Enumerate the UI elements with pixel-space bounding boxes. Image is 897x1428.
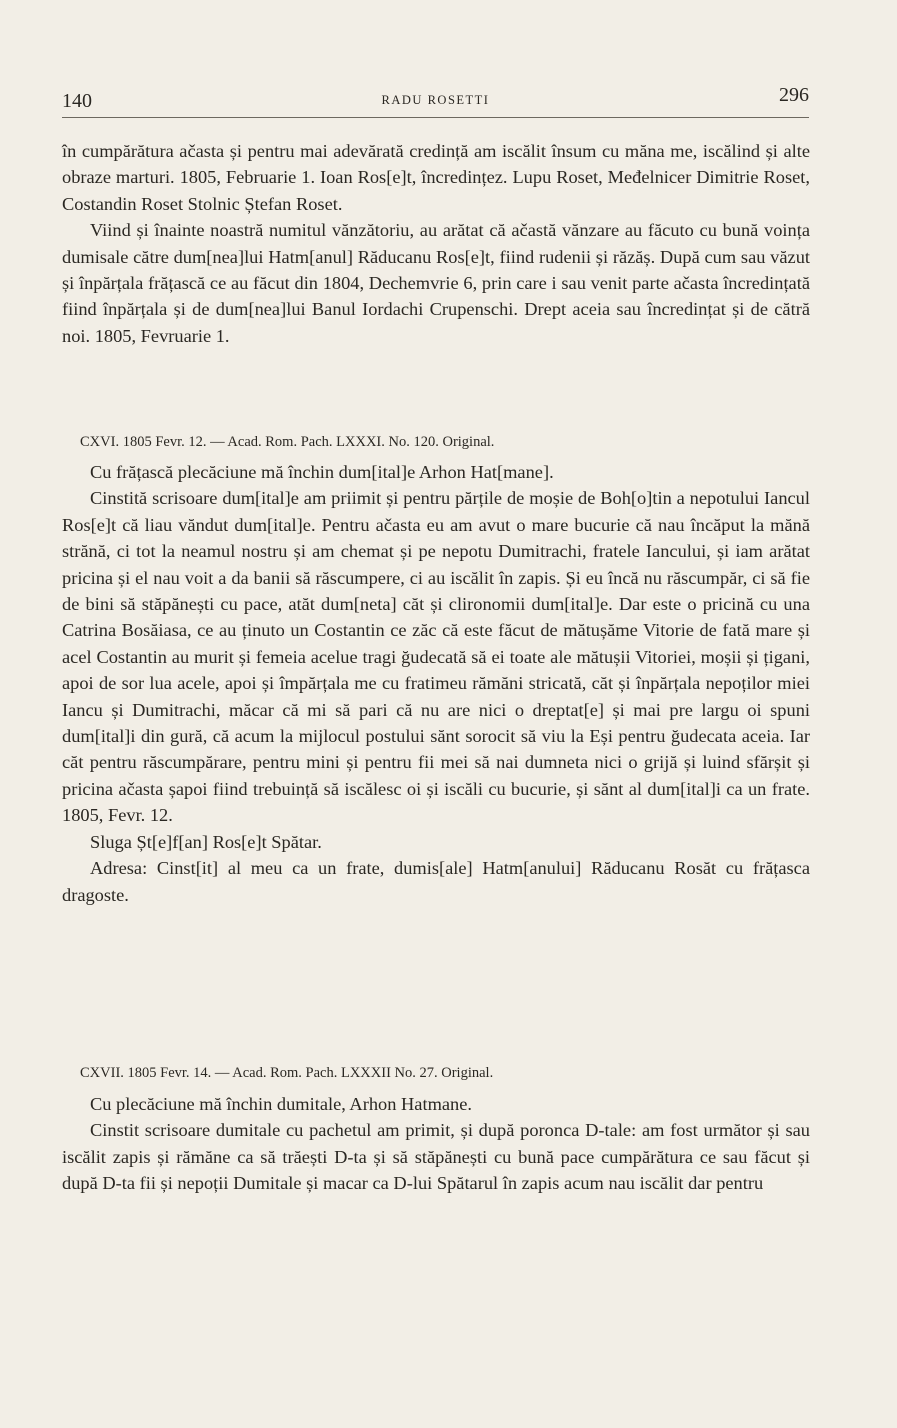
- running-title: RADU ROSETTI: [381, 93, 490, 107]
- document-heading-cxvi: CXVI. 1805 Fevr. 12. — Acad. Rom. Pach. LXXXI. No. 120. Original.: [80, 434, 495, 450]
- page-number-left: 140: [62, 90, 92, 112]
- paragraph: Cinstită scrisoare dum[ital]e am priimit și pentru părțile de moșie de Boh[o]tin a nepotului Iancul Ros[e]t că liau văndut dum[ital]e. Pentru ačasta eu am avut o mare bucurie că nau încăput la mănă strănă, ci tot la neamul nostru și am chemat și pe nepotu Dumitrachi, fratele Iancului, și iam arătat pricina și el nau voit a da banii să răscumpere, ci au iscălit în zapis. Și eu încă nu răscumpăr, ci să fie de bini să stăpănești cu pace, atăt dum[neta] căt și clironomii dum[ital]e. Dar este o pricină cu una Catrina Bosăiasa, ce au ținuto un Costantin ce zăc că este făcut de mătușăme Vitorie de fată mare și acel Costantin au murit și femeia acelue tragi ğudecată să ei toate ale mătușii Vitoriei, moșii și țigani, apoi de sor lua acele, apoi și împărțala me cu fratimeu rămăni stricată, căt și înpărțala nepoților miei Iancu și Dumitrachi, măcar că mi să pari că nu are nici o dreptat[e] și mai pre largu oi spuni dum[ital]i din gură, că acum la mijlocul postului sănt sorocit să viu la Eși pentru ğudecata aceia. Iar căt pentru răscumpărare, pentru mini și pentru fii mei să nai dumneta nici o grijă și luind sfărșit și pricina ačasta șapoi fiind trebuință să iscălesc oi și iscăli cu bucurie, și sănt al dum[ital]i ca un frate. 1805, Fevr. 12.: [62, 488, 810, 826]
- paragraph: Cu frățască plecăciune mă închin dum[ital]e Arhon Hat[mane].: [90, 462, 554, 482]
- text-block-2: [62, 459, 810, 908]
- header-rule: [62, 117, 809, 118]
- page-header: [62, 84, 809, 114]
- paragraph: Viind și înainte noastră numitul vănzătoriu, au arătat că ačastă vănzare au făcuto cu bună voința dumisale către dum[nea]lui Hatm[anul] Răducanu Ros[e]t, fiind rudenii și răzăș. După cum sau văzut și înpărțala frățască ce au făcut din 1804, Dechemvrie 6, prin care i sau venit parte ačasta încredințată fiind înpărțala și de dum[nea]lui Banul Iordachi Crupenschi. Drept aceia sau încredințat și de cătră noi. 1805, Fevruarie 1.: [62, 220, 810, 346]
- paragraph: Cu plecăciune mă închin dumitale, Arhon Hatmane.: [90, 1094, 473, 1114]
- paragraph: Cinstit scrisoare dumitale cu pachetul am primit, și după poronca D-tale: am fost următor și sau iscălit zapis și rămăne ca să trăești D-ta și să stăpănești cu bună pace cumpărătura ce sau făcut și după D-ta fii și nepoții Dumitale și macar ca D-lui Spătarul în zapis acum nau iscălit dar pentru: [62, 1120, 810, 1194]
- address-line: Adresa: Cinst[it] al meu ca un frate, dumis[ale] Hatm[anului] Răducanu Rosăt cu frățasca dragoste.: [62, 858, 810, 905]
- text-block-1: [62, 138, 810, 349]
- document-heading-cxvii: CXVII. 1805 Fevr. 14. — Acad. Rom. Pach. LXXXII No. 27. Original.: [80, 1065, 494, 1081]
- signature-line: Sluga Șt[e]f[an] Ros[e]t Spătar.: [90, 831, 322, 852]
- page-number-right: 296: [779, 84, 809, 106]
- text-block-3: [62, 1091, 810, 1197]
- paragraph: în cumpărătura ačasta și pentru mai adevărată credință am iscălit însum cu măna me, iscălind și alte obraze marturi. 1805, Februarie 1. Ioan Ros[e]t, încredințez. Lupu Roset, Međelnicer Dimitrie Roset, Costandin Roset Stolnic Ștefan Roset.: [62, 141, 810, 214]
